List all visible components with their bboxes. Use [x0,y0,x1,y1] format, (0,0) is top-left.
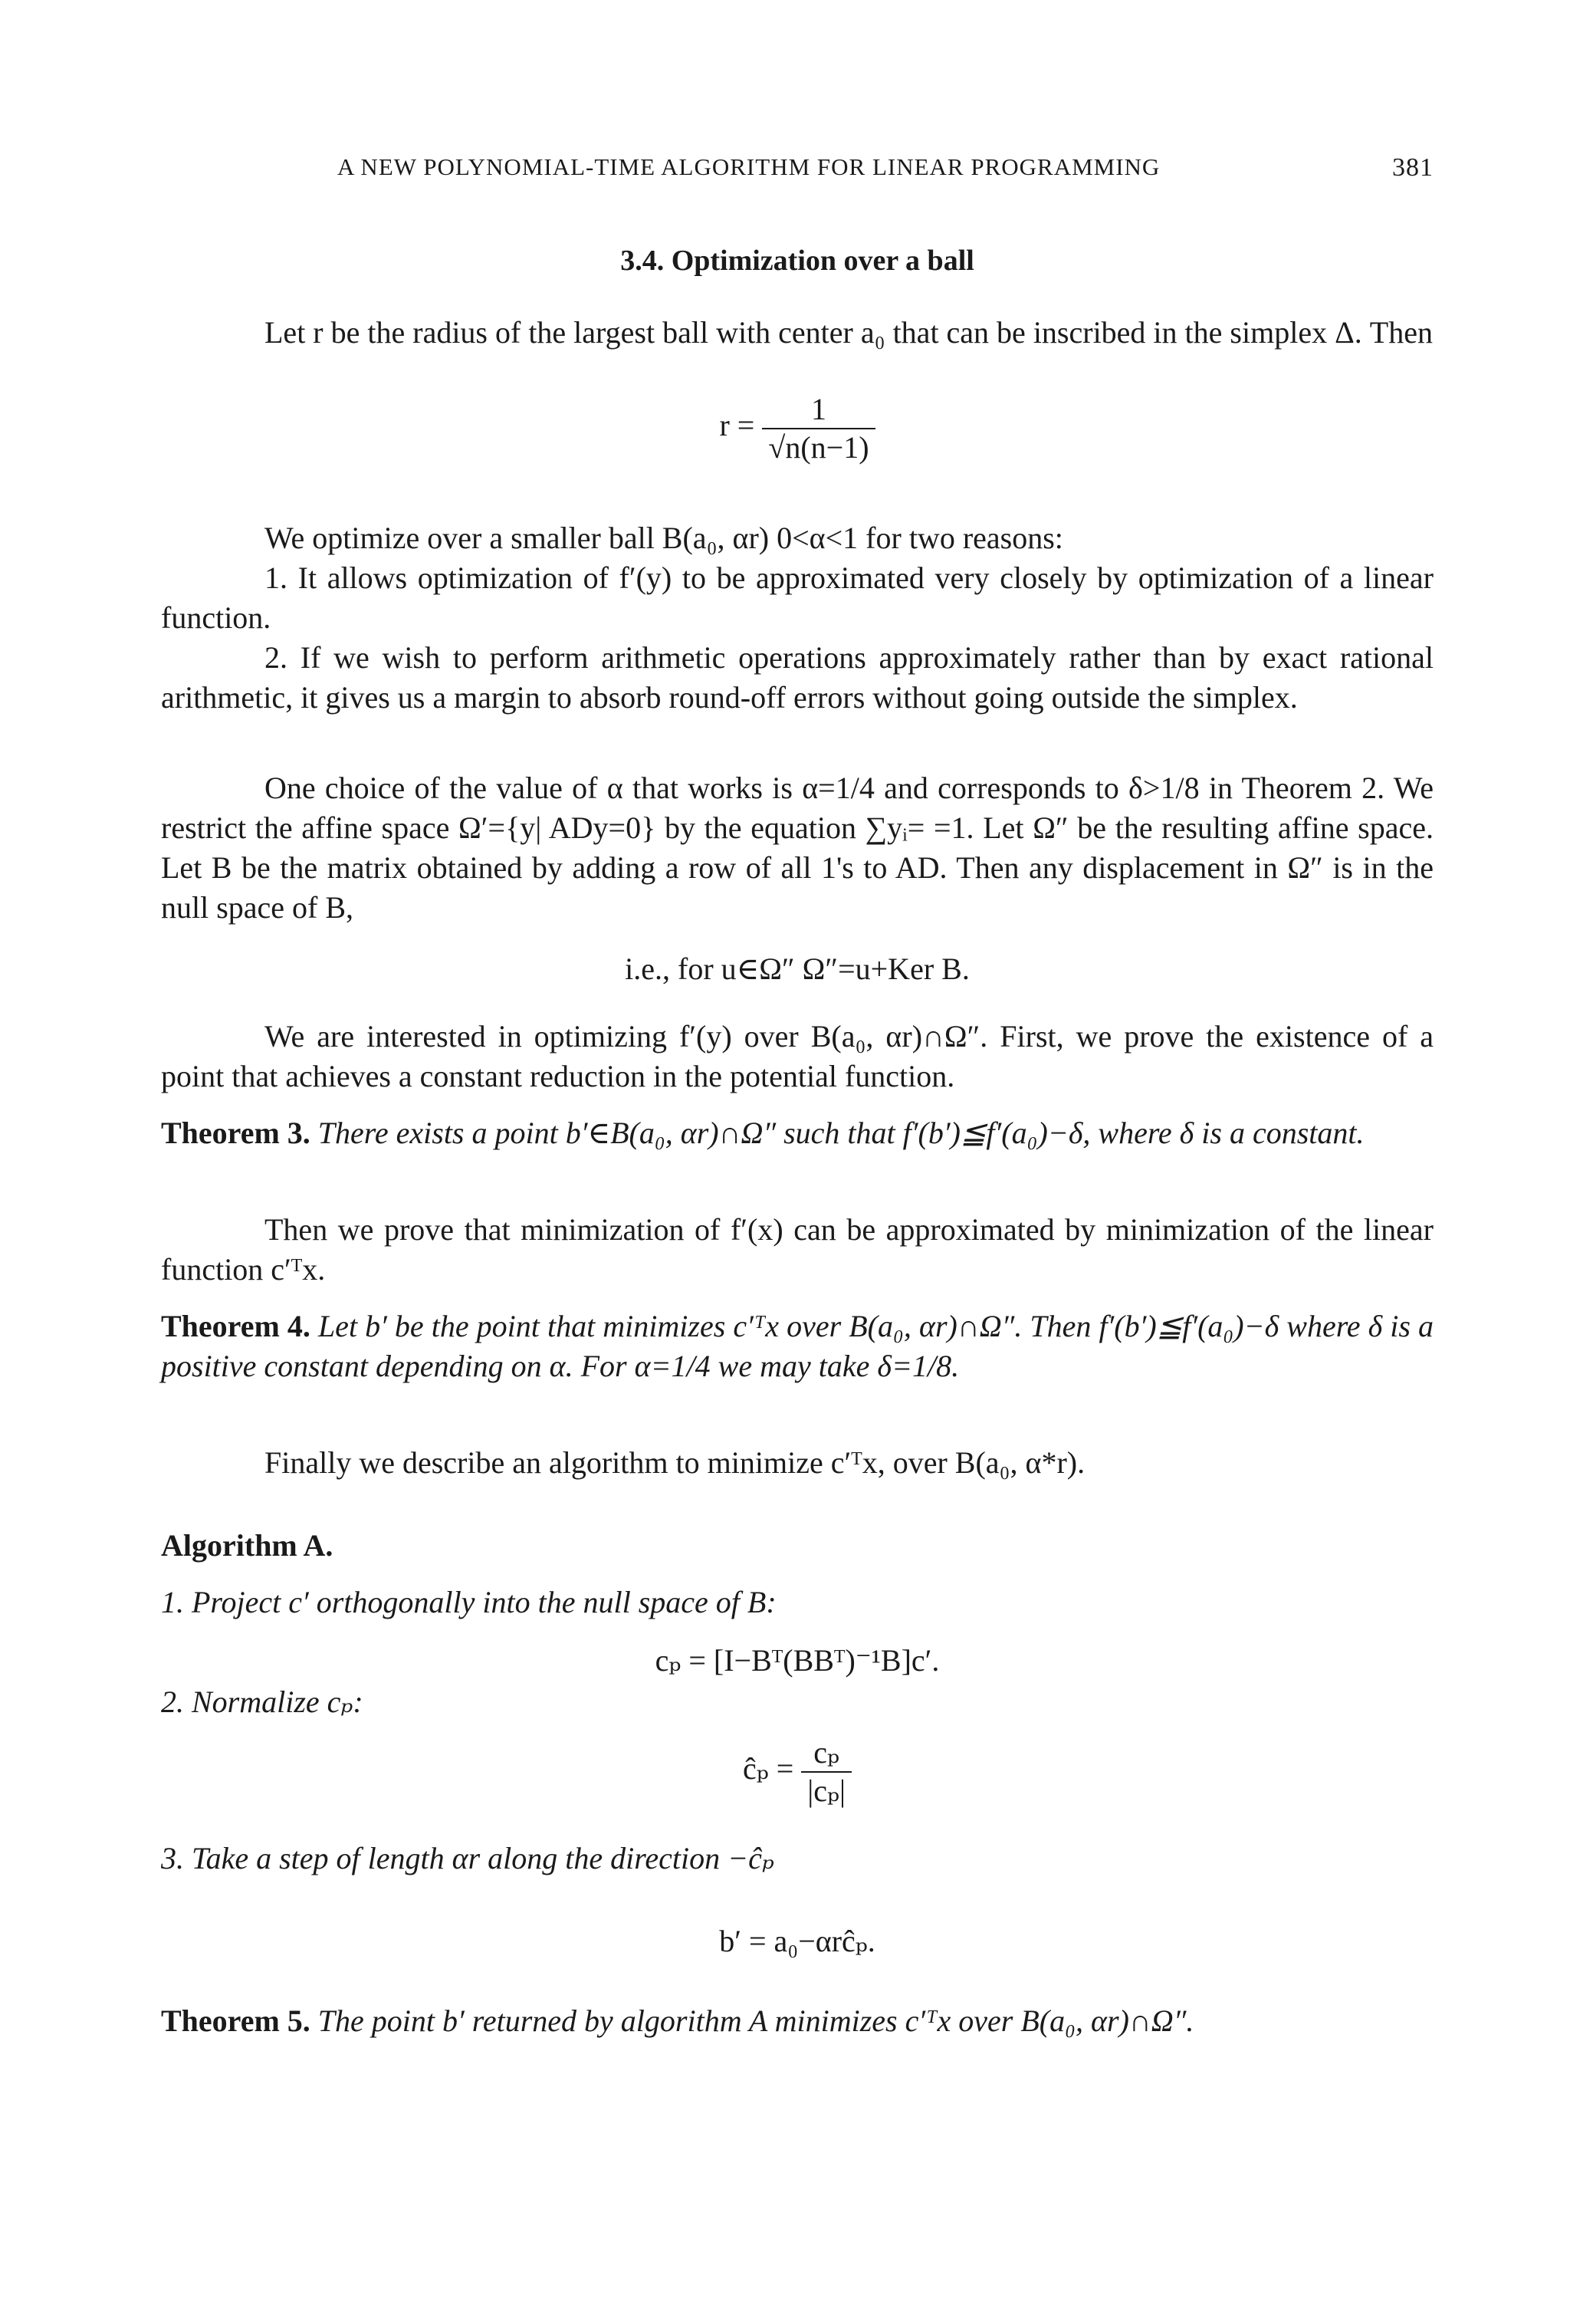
reasons-lead: We optimize over a smaller ball B(a₀, αr) 0<α<1 for two reasons: [264,521,1063,555]
finally-paragraph: Finally we describe an algorithm to minimize c′ᵀx, over B(a₀, α*r). [264,1445,1086,1480]
projection-equation: cₚ = [I−Bᵀ(BBᵀ)⁻¹B]c′. [655,1643,940,1678]
theorem-5 [161,2001,1434,2041]
step-equation: b′ = a₀−αrĉₚ. [719,1924,875,1958]
then-prove-paragraph: Then we prove that minimization of f′(x) can be approximated by minimization of the linear function c′ᵀx. [161,1212,1434,1287]
radius-formula [161,391,1434,466]
normalize-fraction-numerator: cₚ [801,1734,852,1773]
intro-paragraph: Let r be the radius of the largest ball with center a₀ that can be inscribed in the simplex Δ. Then [264,315,1433,350]
normalize-equation-lhs: ĉₚ = [742,1751,794,1787]
theorem-5-text: The point b′ returned by algorithm A minimizes c′ᵀx over B(a₀, αr)∩Ω″. [317,2004,1194,2038]
theorem-4-label: Theorem 4. [161,1309,310,1343]
normalize-fraction [801,1734,852,1810]
radius-fraction-denominator: √n(n−1) [768,430,869,465]
normalize-fraction-denominator: |cₚ| [807,1773,846,1808]
radius-fraction [762,391,875,466]
algorithm-step-2: 2. Normalize cₚ: [161,1685,363,1719]
theorem-3-text: There exists a point b′∈B(a₀, αr)∩Ω″ such that f′(b′)≦f′(a₀)−δ, where δ is a constant. [317,1116,1365,1150]
radius-formula-lhs: r = [719,408,755,443]
section-title: 3.4. Optimization over a ball [620,245,974,277]
algorithm-title [161,1526,1434,1566]
theorem-5-label: Theorem 5. [161,2004,310,2038]
algorithm-title-text: Algorithm A. [161,1528,333,1563]
interest-paragraph: We are interested in optimizing f′(y) over B(a₀, αr)∩Ω″. First, we prove the existence of a point that achieves a constant reduction in the potential function. [161,1019,1434,1093]
running-title: A NEW POLYNOMIAL-TIME ALGORITHM FOR LINEAR PROGRAMMING [337,153,1161,180]
running-header [161,153,1434,187]
paper-page [161,0,1434,2324]
ie-line: i.e., for u∈Ω″ Ω″=u+Ker B. [625,952,970,986]
theorem-4 [161,1307,1434,1386]
page-number: 381 [1392,153,1434,182]
algorithm-step-1: 1. Project c′ orthogonally into the null space of B: [161,1585,777,1619]
theorem-3-label: Theorem 3. [161,1116,310,1150]
algorithm-step-3: 3. Take a step of length αr along the direction −ĉₚ [161,1841,774,1875]
normalize-equation [161,1734,1434,1810]
radius-fraction-numerator: 1 [762,391,875,429]
theorem-3 [161,1113,1434,1153]
reason-1: 1. It allows optimization of f′(y) to be approximated very closely by optimization of a linear function. [161,560,1434,635]
reason-2: 2. If we wish to perform arithmetic operations approximately rather than by exact rational arithmetic, it gives us a margin to absorb round-off errors without going outside the simplex. [161,640,1434,715]
alpha-choice-paragraph: One choice of the value of α that works is α=1/4 and corresponds to δ>1/8 in Theorem 2. We restrict the affine space Ω′={y| ADy=0} by the equation ∑yᵢ= =1. Let Ω″ be the resulting affine space. Let B be the matrix obtained by adding a row of all 1's to AD. Then any displacement in Ω″ is in the null space of B, [161,771,1434,925]
theorem-4-text: Let b′ be the point that minimizes c′ᵀx over B(a₀, αr)∩Ω″. Then f′(b′)≦f′(a₀)−δ where δ is a positive constant depending on α. For α=1/4 we may take δ=1/8. [161,1309,1434,1383]
